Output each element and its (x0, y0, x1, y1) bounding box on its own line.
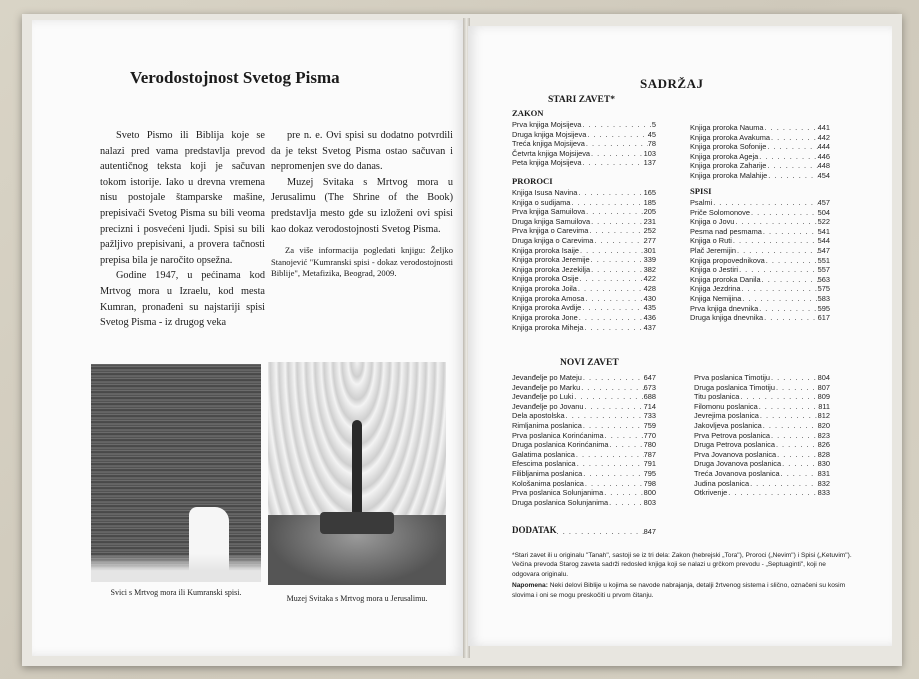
toc-entry-title: Prva Petrova poslanica (694, 430, 770, 440)
toc-entry-title: Titu poslanica (694, 392, 740, 402)
toc-entry (512, 149, 656, 159)
toc-entry-title: Knjiga o Jovu (690, 217, 735, 227)
toc-entry (512, 303, 656, 313)
toc-entry (512, 459, 656, 469)
toc-entry-title: Knjiga proroka Osije (512, 274, 579, 284)
dot-leader (604, 431, 644, 441)
dot-leader (734, 217, 817, 227)
dot-leader (775, 440, 818, 450)
group-label-spisi: SPISI (690, 186, 712, 196)
dot-leader (732, 236, 818, 246)
dot-leader (584, 479, 644, 489)
dot-leader (590, 217, 644, 227)
toc-entry-page: 583 (817, 294, 830, 304)
toc-entry-title: Rimljanima poslanica (512, 421, 582, 431)
toc-entry-page: 422 (643, 274, 656, 284)
dot-leader (762, 421, 818, 431)
toc-entry (512, 431, 656, 441)
toc-entry (512, 207, 656, 217)
toc-entry-title: Treća knjiga Mojsijeva (512, 139, 585, 149)
toc-entry-page: 436 (643, 312, 656, 322)
dot-leader (764, 123, 818, 133)
toc-entry-page: 522 (817, 217, 830, 227)
toc-entry-page: 442 (817, 132, 830, 142)
toc-entry (512, 284, 656, 294)
toc-entry-page: 823 (817, 430, 830, 440)
dot-leader (579, 274, 644, 284)
toc-entry-page: 688 (643, 392, 656, 402)
toc-entry-page: 428 (643, 284, 656, 294)
toc-entry-page: 673 (643, 382, 656, 392)
toc-entry-page: 833 (817, 488, 830, 498)
toc-entry-title: Knjiga proroka Isaije (512, 245, 579, 255)
toc-entry-page: 448 (817, 161, 830, 171)
dead-sea-scrolls-photo (91, 364, 261, 582)
toc-entry-page: 617 (817, 313, 830, 323)
toc-entry (690, 142, 830, 152)
toc-entry-title: Kološanima poslanica (512, 478, 584, 488)
dot-leader (770, 133, 818, 143)
toc-entry-title: Psalmi (690, 198, 713, 207)
toc-entry (690, 256, 830, 266)
text-column-2 (271, 128, 453, 280)
dot-leader (767, 171, 817, 181)
toc-entry-title: Četvrta knjiga Mojsijeva (512, 148, 591, 158)
toc-entry-page: 435 (643, 303, 656, 313)
toc-entry-title: Knjiga Jezdrina (690, 284, 741, 294)
toc-entry-title: Jevanđelje po Jovanu (512, 401, 584, 411)
dot-leader (586, 130, 647, 140)
toc-entry-page: 103 (643, 148, 656, 158)
group-label-zakon: ZAKON (512, 108, 544, 118)
toc-entry-title: Judina poslanica (694, 478, 750, 488)
toc-entry (512, 392, 656, 402)
toc-entry-title: Knjiga proroka Avdije (512, 303, 582, 313)
shrine-of-the-book-photo (268, 362, 446, 585)
dot-leader (758, 304, 817, 314)
toc-entry (512, 411, 656, 421)
dot-leader (603, 488, 643, 498)
toc-entry-page: 820 (817, 421, 830, 431)
toc-entry (512, 139, 656, 149)
toc-entry (690, 246, 830, 256)
toc-entry (512, 236, 656, 246)
toc-entry-title: Druga poslanica Solunjanima (512, 497, 609, 507)
toc-entry-page: 504 (817, 207, 830, 217)
toc-entry (512, 498, 656, 508)
scroll-edge (91, 554, 261, 582)
toc-entry (512, 450, 656, 460)
toc-entry (694, 411, 830, 421)
dot-leader (576, 459, 644, 469)
toc-entry-page: 828 (817, 449, 830, 459)
toc-entry-page: 454 (817, 171, 830, 181)
dot-leader (577, 188, 643, 198)
dot-leader (770, 431, 818, 441)
toc-list-novi-right (694, 373, 830, 498)
toc-entry-title: Filibljanima poslanica (512, 469, 583, 479)
dot-leader (776, 450, 817, 460)
dot-leader (581, 303, 643, 313)
toc-entry-page: 714 (643, 401, 656, 411)
toc-entry-page: 595 (817, 303, 830, 313)
dot-leader (593, 236, 643, 246)
toc-list-proroci (512, 188, 656, 332)
toc-entry-page: 798 (643, 478, 656, 488)
toc-entry-page: 78 (647, 139, 656, 149)
toc-list-spisi (690, 198, 830, 323)
toc-entry-title: Pesma nad pesmama (690, 226, 762, 236)
toc-appendix-entry (512, 525, 656, 536)
dot-leader (780, 469, 818, 479)
toc-entry-title: Knjiga proroka Nauma (690, 123, 764, 132)
toc-entry-title: Peta knjiga Mojsijeva (512, 158, 582, 168)
toc-entry-title: Knjiga proroka Jeremije (512, 255, 590, 265)
toc-entry (512, 294, 656, 304)
toc-entry-page: 800 (643, 488, 656, 498)
group-label-proroci: PROROCI (512, 176, 553, 186)
toc-entry-title: Jevanđelje po Luki (512, 392, 574, 402)
toc-entry-title: Knjiga propovednikova (690, 255, 765, 265)
toc-entry (694, 431, 830, 441)
toc-entry (694, 479, 830, 489)
toc-entry-page: 231 (643, 216, 656, 226)
toc-entry (690, 198, 830, 208)
toc-entry-page: 831 (817, 469, 830, 479)
dot-leader (763, 313, 818, 323)
toc-entry-title: Prva poslanica Timotiju (694, 373, 770, 382)
toc-entry-title: Prva poslanica Solunjanima (512, 488, 604, 498)
toc-entry-page: 547 (817, 246, 830, 256)
dot-leader (738, 265, 818, 275)
toc-entry (512, 120, 656, 130)
toc-entry (690, 161, 830, 171)
toc-entry (690, 275, 830, 285)
paragraph: Godine 1947, u pećinama kod Mrtvog mora u Izraelu, kod mesta Kumran, pronađeni su najstariji spisi Svetog Pisma - iz drugog veka (100, 270, 265, 329)
toc-entry-title: Knjiga proroka Miheja (512, 322, 584, 332)
dot-leader (766, 161, 817, 171)
dot-leader (575, 450, 644, 460)
dot-leader (762, 227, 818, 237)
toc-entry (512, 198, 656, 208)
toc-entry (512, 217, 656, 227)
toc-entry-title: Prva knjiga dnevnika (690, 303, 759, 313)
toc-entry-title: Plač Jeremijin (690, 246, 737, 256)
toc-entry (694, 421, 830, 431)
dot-leader (759, 411, 818, 421)
dot-leader (579, 246, 644, 256)
toc-entry-title: Knjiga proroka Ageja (690, 151, 759, 161)
appendix-page: 847 (643, 527, 656, 536)
footnote-napomena (512, 581, 852, 600)
toc-entry-page: 830 (817, 459, 830, 469)
toc-entry (694, 383, 830, 393)
toc-entry (512, 255, 656, 265)
toc-entry-page: 832 (817, 478, 830, 488)
toc-entry-title: Druga knjiga Samuilova (512, 216, 591, 226)
toc-entry (512, 130, 656, 140)
dot-leader (590, 149, 644, 159)
toc-entry-title: Filomonu poslanica (694, 401, 758, 411)
toc-entry (690, 123, 830, 133)
toc-entry (512, 479, 656, 489)
toc-entry-page: 563 (817, 274, 830, 284)
toc-entry (694, 373, 830, 383)
toc-entry-title: Druga knjiga Mojsijeva (512, 129, 587, 139)
toc-entry-title: Prva knjiga Samuilova (512, 207, 586, 217)
dot-leader (765, 256, 818, 266)
dot-leader (766, 142, 817, 152)
toc-entry-title: Knjiga proroka Jezekilja (512, 264, 591, 274)
dot-leader (584, 294, 643, 304)
toc-entry (512, 373, 656, 383)
dot-leader (736, 246, 818, 256)
photo-caption: Muzej Svitaka s Mrtvog mora u Jerusalimu. (286, 594, 428, 603)
toc-entry-title: Knjiga proroka Avakuma (690, 132, 770, 142)
toc-entry-title: Prva poslanica Korinćanima (512, 430, 604, 440)
dot-leader (775, 383, 818, 393)
dot-leader (578, 313, 644, 323)
dot-leader (585, 139, 648, 149)
toc-entry-page: 446 (817, 151, 830, 161)
toc-entry-title: Druga Petrova poslanica (694, 440, 775, 450)
toc-entry-title: Druga poslanica Korinćanima (512, 440, 609, 450)
toc-entry-title: Dela apostolska (512, 411, 565, 421)
dot-leader (582, 373, 644, 383)
toc-entry (694, 469, 830, 479)
toc-entry-title: Knjiga Isusa Navina (512, 188, 578, 197)
note-label: Napomena: (512, 582, 548, 590)
toc-entry-title: Jevrejima poslanica (694, 411, 759, 421)
toc-entry-title: Knjiga proroka Joila (512, 284, 577, 294)
toc-entry-page: 551 (817, 255, 830, 265)
toc-entry (690, 313, 830, 323)
dot-leader (557, 525, 644, 536)
dot-leader (588, 226, 643, 236)
dot-leader (577, 284, 644, 294)
toc-entry (690, 236, 830, 246)
toc-entry (512, 158, 656, 168)
paragraph: Muzej Svitaka s Mrtvog mora u Jerusalimu (The Shrine of the Book) predstavlja mesto gde su izloženi ovi spisi kao dokaz verodostojnosti Svetog Pisma. (271, 176, 453, 235)
toc-entry-title: Druga Jovanova poslanica (694, 459, 782, 469)
toc-entry-title: Druga knjiga dnevnika (690, 313, 764, 323)
toc-entry-page: 803 (643, 497, 656, 507)
toc-entry (690, 133, 830, 143)
text-column-1 (100, 128, 265, 331)
dot-leader (761, 275, 818, 285)
footnote-star: *Stari zavet ili u originalu "Tanah", sastoji se iz tri dela: Zakon (hebrejski „Tora"), Proroci („Nevim") i Spisi („Ketuvim"). Večina prevoda Starog zaveta sadrži redosled knjiga koji se nalazi u grčkom prevodu - „Septuaginti", koji ne odgovara originalu. (512, 552, 852, 578)
toc-entry (512, 313, 656, 323)
toc-entry-title: Knjiga o Jestiri (690, 265, 739, 275)
toc-entry-page: 826 (817, 440, 830, 450)
toc-entry-page: 382 (643, 264, 656, 274)
toc-entry-page: 205 (643, 207, 656, 217)
toc-entry-title: Druga poslanica Timotiju (694, 382, 775, 392)
toc-entry-page: 647 (643, 373, 656, 382)
dot-leader (750, 208, 818, 218)
toc-entry-title: Otkrivenje (694, 488, 728, 498)
contents-title: SADRŽAJ (640, 76, 704, 91)
dot-leader (741, 294, 817, 304)
toc-entry (690, 227, 830, 237)
toc-entry-page: 557 (817, 265, 830, 275)
toc-entry-page: 575 (817, 284, 830, 294)
toc-entry-title: Knjiga o sudijama (512, 197, 571, 207)
toc-entry (512, 488, 656, 498)
dot-leader (570, 198, 643, 208)
toc-entry-page: 541 (817, 226, 830, 236)
toc-entry-page: 165 (643, 188, 656, 197)
toc-entry (512, 421, 656, 431)
toc-entry-page: 137 (643, 158, 656, 168)
toc-entry-page: 5 (651, 120, 656, 129)
toc-entry-page: 780 (643, 440, 656, 450)
toc-entry-page: 252 (643, 226, 656, 236)
toc-entry-title: Druga knjiga o Carevima (512, 236, 594, 246)
toc-entry (512, 402, 656, 412)
toc-entry-page: 544 (817, 236, 830, 246)
dot-leader (580, 383, 643, 393)
toc-entry-title: Knjiga proroka Zaharije (690, 161, 767, 171)
dot-leader (583, 323, 643, 333)
toc-entry-title: Knjiga Nemijina (690, 294, 742, 304)
dot-leader (608, 498, 644, 508)
toc-entry-title: Knjiga proroka Sofonije (690, 142, 767, 152)
toc-entry (690, 152, 830, 162)
toc-entry-page: 457 (817, 198, 830, 207)
toc-entry-title: Knjiga proroka Malahije (690, 171, 768, 181)
new-testament-heading: NOVI ZAVET (560, 358, 619, 368)
dot-leader (565, 411, 644, 421)
toc-entry-page: 277 (643, 236, 656, 246)
toc-entry-page: 811 (818, 401, 830, 411)
dot-leader (590, 265, 644, 275)
toc-entry (512, 469, 656, 479)
toc-entry-title: Prva knjiga Mojsijeva (512, 120, 582, 129)
dot-leader (770, 373, 818, 383)
toc-entry (694, 450, 830, 460)
toc-entry (690, 171, 830, 181)
toc-entry (512, 188, 656, 198)
toc-entry-title: Knjiga proroka Jone (512, 312, 578, 322)
toc-entry-title: Efescima poslanica (512, 459, 576, 469)
toc-entry-page: 807 (817, 382, 830, 392)
toc-entry (512, 383, 656, 393)
dot-leader (581, 120, 651, 130)
toc-entry-page: 733 (643, 411, 656, 421)
toc-entry-page: 787 (643, 449, 656, 459)
toc-entry (694, 440, 830, 450)
toc-entry (690, 265, 830, 275)
toc-entry (690, 294, 830, 304)
toc-list-novi-left (512, 373, 656, 508)
dot-leader (758, 152, 817, 162)
toc-entry (694, 392, 830, 402)
toc-entry-page: 812 (817, 411, 830, 421)
toc-entry (694, 459, 830, 469)
dot-leader (781, 459, 818, 469)
toc-entry-page: 437 (643, 322, 656, 332)
dot-leader (582, 469, 643, 479)
toc-entry-page: 45 (647, 129, 656, 139)
dot-leader (749, 479, 818, 489)
old-testament-heading: STARI ZAVET* (548, 95, 615, 105)
toc-entry (690, 217, 830, 227)
toc-entry-page: 185 (643, 197, 656, 207)
appendix-title: DODATAK (512, 525, 557, 535)
toc-entry-page: 804 (817, 373, 830, 382)
page-title: Verodostojnost Svetog Pisma (130, 68, 340, 87)
dot-leader (585, 207, 644, 217)
dot-leader (584, 402, 644, 412)
toc-entry (690, 304, 830, 314)
toc-entry-title: Knjiga o Ruti (690, 236, 732, 246)
toc-entry (512, 226, 656, 236)
toc-entry (512, 274, 656, 284)
toc-entry (512, 440, 656, 450)
dot-leader (741, 284, 818, 294)
toc-entry-page: 795 (643, 469, 656, 479)
note-text: Neki delovi Biblije u kojima se navode nabrajanja, detalji žrtvenog sistema i slično, označeni su kosim slovima i oni se mogu preskočiti u prvom čitanju. (512, 582, 846, 599)
sculpture-base (320, 512, 394, 534)
toc-entry-title: Jevanđelje po Marku (512, 382, 581, 392)
dot-leader (758, 402, 819, 412)
toc-entry-title: Priče Solomonove (690, 207, 750, 217)
photo-caption: Svici s Mrtvog mora ili Kumranski spisi. (110, 588, 242, 597)
dot-leader (581, 158, 643, 168)
dot-leader (582, 421, 644, 431)
toc-list-zakon (512, 120, 656, 168)
toc-entry-page: 770 (643, 430, 656, 440)
toc-entry (512, 323, 656, 333)
toc-entry-page: 791 (643, 459, 656, 469)
toc-entry-title: Knjiga proroka Amosa (512, 293, 585, 303)
toc-entry-title: Treća Jovanova poslanica (694, 469, 780, 479)
dot-leader (573, 392, 643, 402)
dot-leader (609, 440, 644, 450)
toc-entry (690, 284, 830, 294)
toc-entry-page: 759 (643, 421, 656, 431)
toc-entry-page: 441 (817, 123, 830, 132)
toc-entry-title: Prva Jovanova poslanica (694, 449, 777, 459)
reference-note: Za više informacija pogledati knjigu: Željko Stanojević "Kumranski spisi - dokaz verodostojnosti Biblije", Metafizika, Beograd, 2009. (271, 245, 453, 279)
toc-entry-page: 339 (643, 255, 656, 265)
dot-leader (712, 198, 817, 208)
toc-entry (694, 402, 830, 412)
toc-entry (512, 265, 656, 275)
paragraph: Sveto Pismo ili Biblija koje se nalazi pred vama predstavlja prevod autentičnog teksta koji je sačuvan tokom istorije. Iako u drevna vremena nisu postojale štamparske mašine, prepisivači Svetog Pisma su bili veoma precizni i posvećeni ljudi. Spisi su bili pažljivo prepisivani, a provera tačnosti prepisa bila je naročito opsežna. (100, 130, 265, 266)
toc-list-proroci-cont (690, 123, 830, 181)
toc-entry-page: 444 (817, 142, 830, 152)
toc-entry-page: 301 (643, 245, 656, 255)
toc-entry (690, 208, 830, 218)
paragraph: pre n. e. Ovi spisi su dodatno potvrdili da je tekst Svetog Pisma ostao sačuvan i nepromenjen sve do danas. (271, 130, 453, 173)
toc-entry-title: Galatima poslanica (512, 449, 575, 459)
dot-leader (727, 488, 817, 498)
footnote (512, 551, 852, 602)
toc-entry-title: Jevanđelje po Mateju (512, 373, 582, 382)
toc-entry (512, 246, 656, 256)
toc-entry-page: 809 (817, 392, 830, 402)
toc-entry-title: Prva knjiga o Carevima (512, 226, 589, 236)
toc-entry-title: Knjiga proroka Danila (690, 274, 761, 284)
dot-leader (739, 392, 817, 402)
dot-leader (590, 255, 644, 265)
toc-entry-title: Jakovljeva poslanica (694, 421, 762, 431)
toc-entry (694, 488, 830, 498)
toc-entry-page: 430 (643, 293, 656, 303)
